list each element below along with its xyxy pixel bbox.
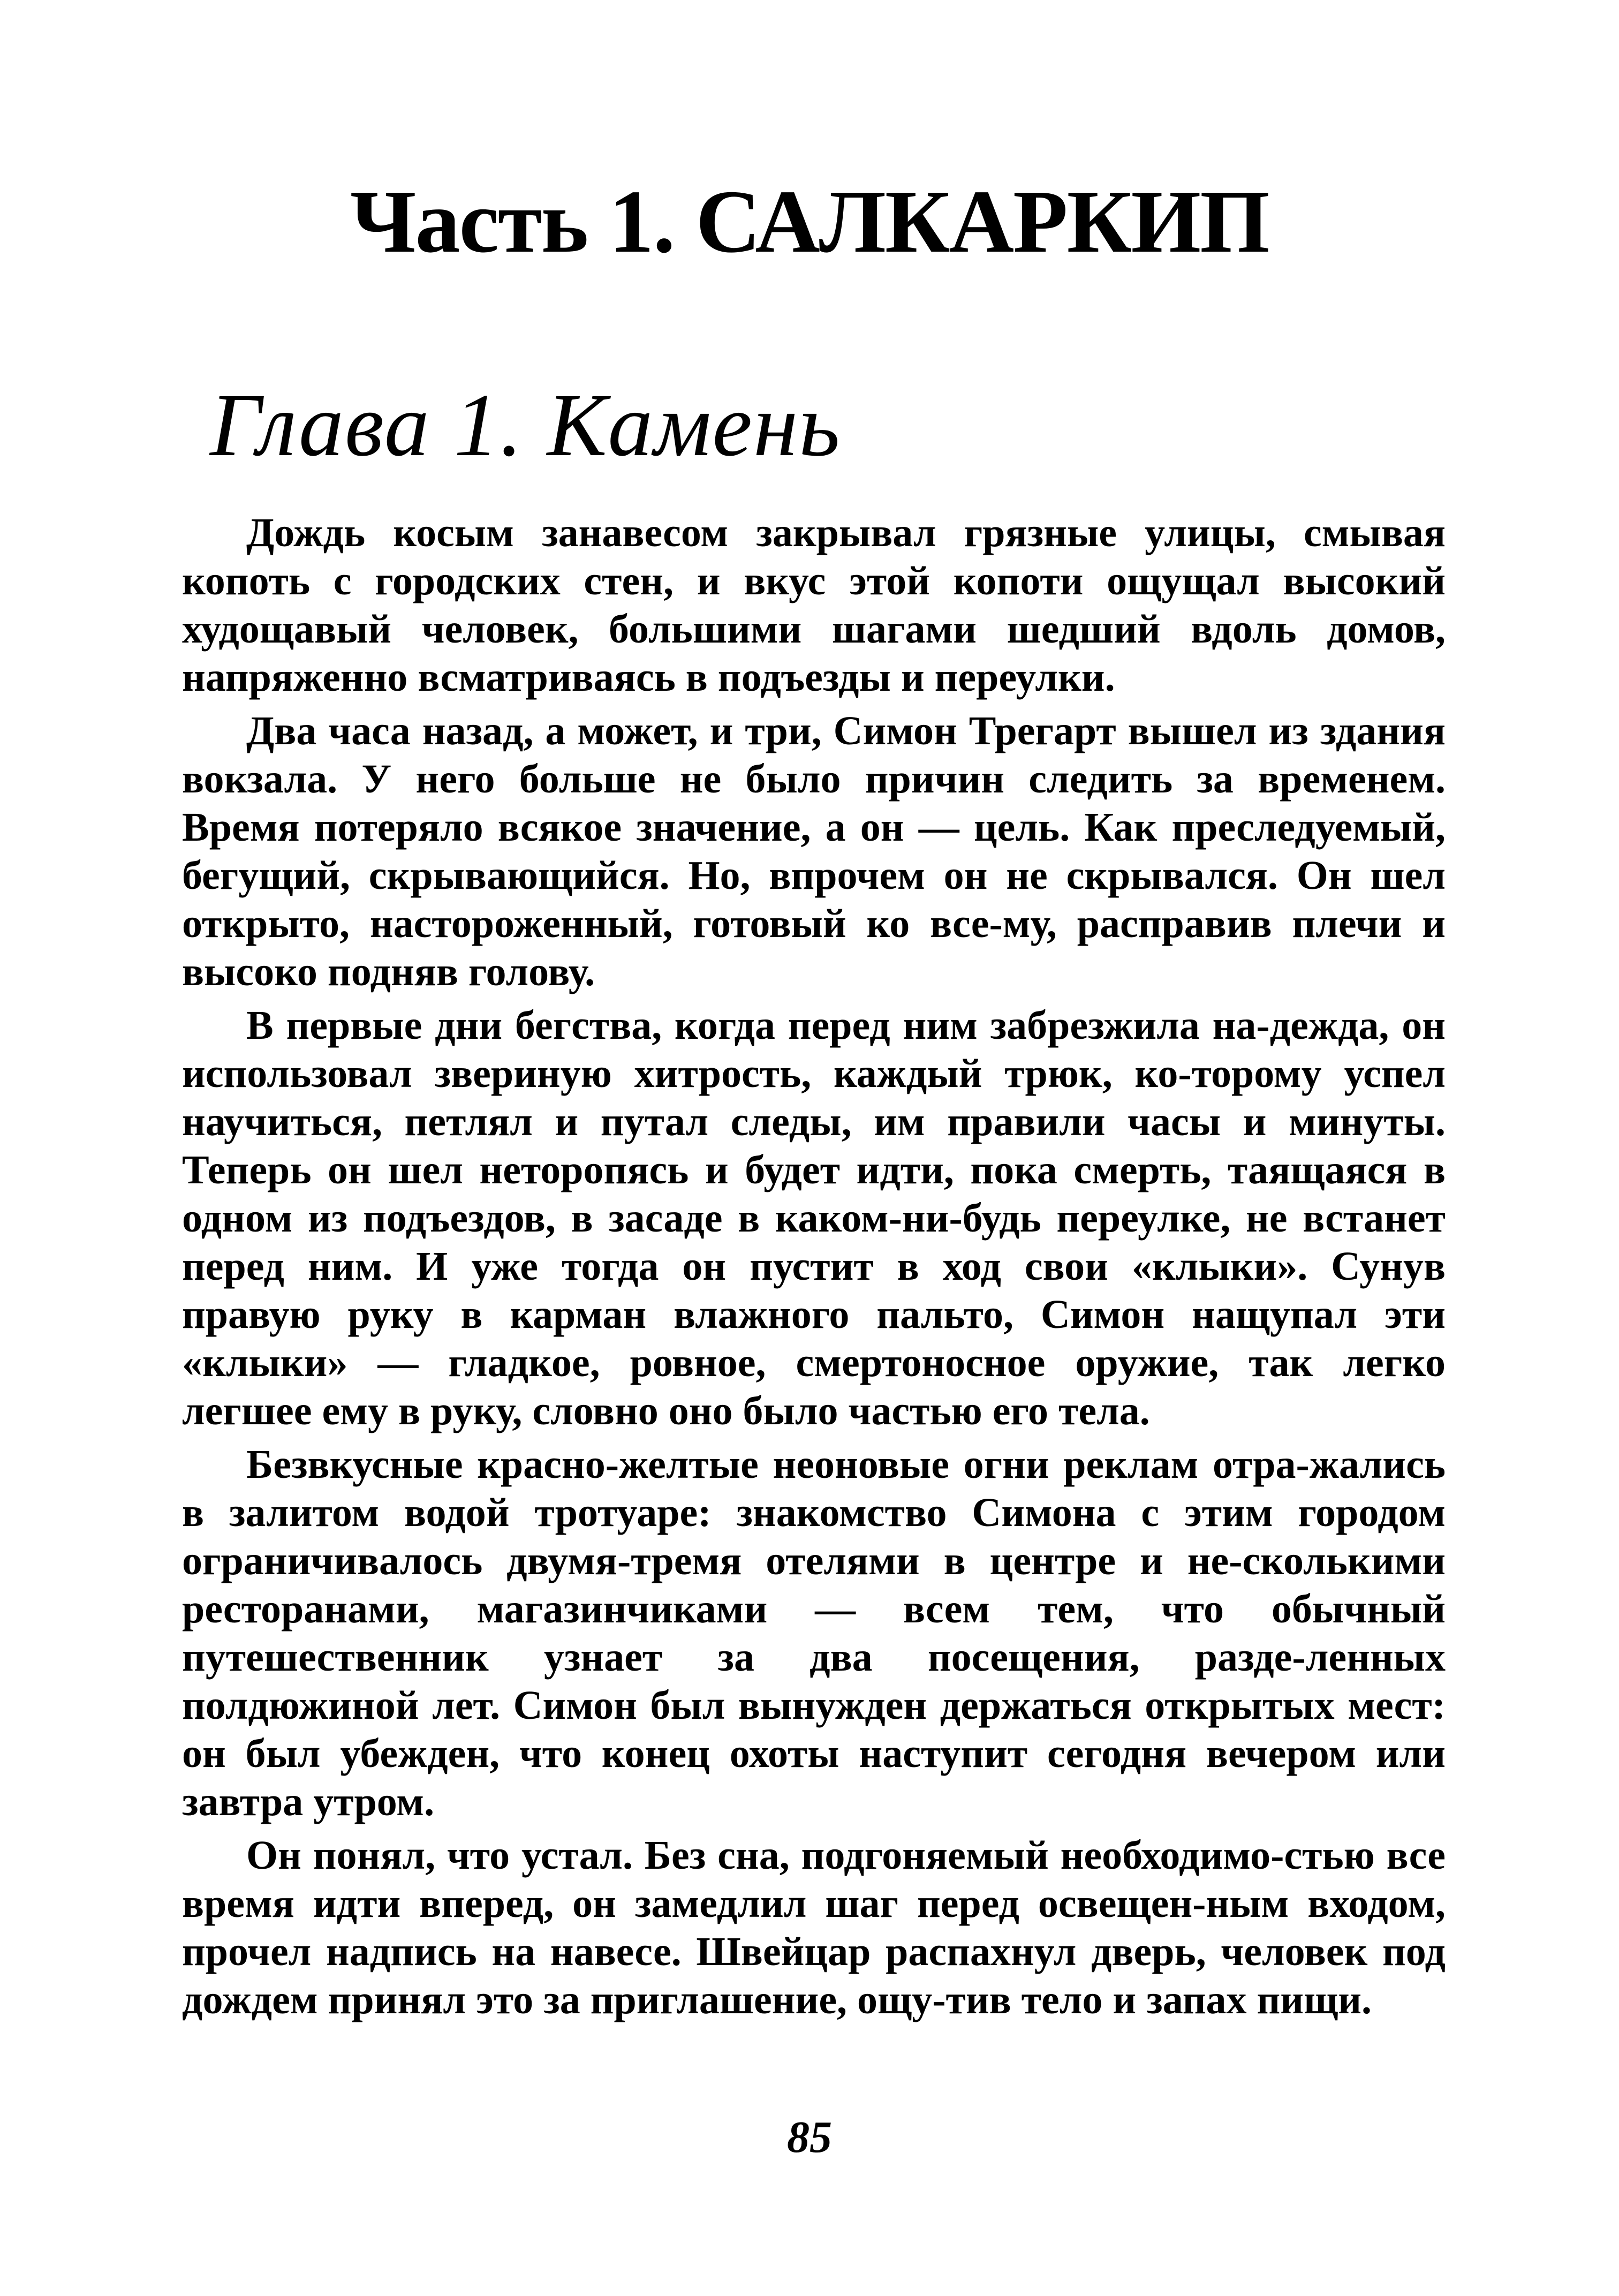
paragraph: Дождь косым занавесом закрывал грязные улицы, смывая копоть с городских стен, и вкус этой копоти ощущал высокий худощавый человек, большими шагами шедший вдоль домов, напряженно всматриваясь в подъезды и переулки. [182, 510, 1446, 700]
paragraph: Безвкусные красно-желтые неоновые огни реклам отра-жались в залитом водой тротуаре: знакомство Симона с этим городом ограничивалось двумя-тремя отелями в центре и не-сколькими ресторанами, магазинчиками — всем тем, что обычный путешественник узнает за два посещения, разде-ленных полдюжиной лет. Симон был вынужден держаться открытых мест: он был убежден, что конец охоты наступит сегодня вечером или завтра утром. [182, 1442, 1446, 1824]
part-title: Часть 1. САЛКАРКИП [350, 172, 1269, 271]
paragraph: В первые дни бегства, когда перед ним забрезжила на-дежда, он использовал звериную хитрость, каждый трюк, ко-торому успел научиться, петлял и путал следы, им правили часы и минуты. Теперь он шел неторопясь и будет идти, пока смерть, таящаяся в одном из подъездов, в засаде в каком-ни-будь переулке, не встанет перед ним. И уже тогда он пустит в ход свои «клыки». Сунув правую руку в карман влажного пальто, Симон нащупал эти «клыки» — гладкое, ровное, смертоносное оружие, так легко легшее ему в руку, словно оно было частью его тела. [182, 1003, 1446, 1433]
page-number: 85 [787, 2112, 832, 2162]
chapter-body [182, 509, 1446, 2029]
paragraph: Он понял, что устал. Без сна, подгоняемый необходимо-стью все время идти вперед, он замедлил шаг перед освещен-ным входом, прочел надпись на навесе. Швейцар распахнул дверь, человек под дождем принял это за приглашение, ощу-тив тело и запах пищи. [182, 1833, 1446, 2022]
chapter-title: Глава 1. Камень [210, 375, 841, 475]
paragraph: Два часа назад, а может, и три, Симон Трегарт вышел из здания вокзала. У него больше не было причин следить за временем. Время потеряло всякое значение, а он — цель. Как преследуемый, бегущий, скрывающийся. Но, впрочем он не скрывался. Он шел открыто, настороженный, готовый ко все-му, расправив плечи и высоко подняв голову. [182, 708, 1446, 994]
